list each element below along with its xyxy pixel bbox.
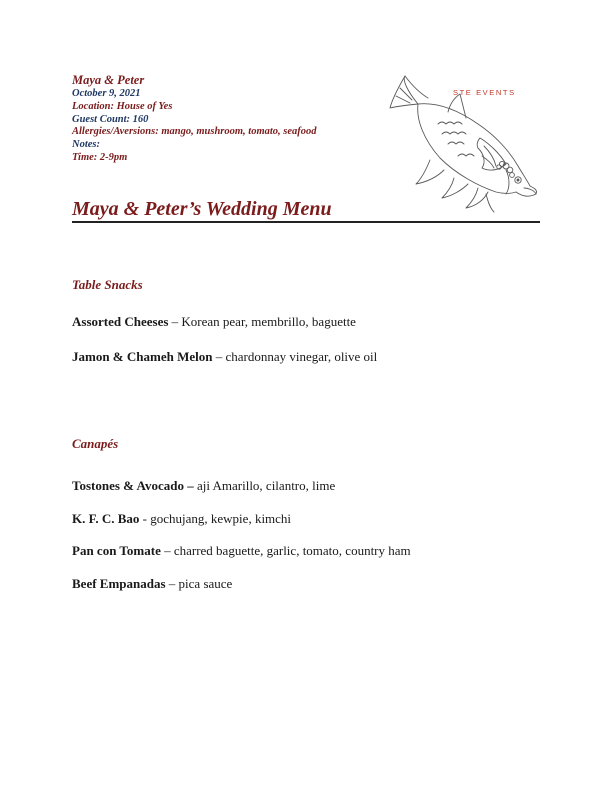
menu-item-desc: - gochujang, kewpie, kimchi	[139, 511, 292, 526]
section-title-canapes: Canapés	[72, 436, 119, 451]
event-time: Time: 2-9pm	[72, 151, 128, 163]
event-info	[72, 73, 317, 165]
menu-item-name: Tostones & Avocado –	[72, 478, 194, 493]
title-divider	[72, 221, 540, 223]
menu-item-name: Jamon & Chameh Melon	[72, 349, 213, 364]
allergies: Allergies/Aversions: mango, mushroom, tomato, seafood	[72, 126, 317, 138]
menu-item-desc: – pica sauce	[165, 576, 233, 591]
menu-item-name: Beef Empanadas	[72, 576, 166, 591]
event-date: October 9, 2021	[72, 88, 141, 99]
guest-count: Guest Count: 160	[72, 113, 149, 125]
menu-item	[72, 576, 232, 592]
menu-item-desc: – Korean pear, membrillo, baguette	[168, 314, 356, 329]
menu-item-desc: aji Amarillo, cilantro, lime	[193, 478, 336, 493]
menu-item-name: Pan con Tomate	[72, 543, 161, 558]
menu-item	[72, 314, 356, 330]
notes: Notes:	[72, 139, 100, 151]
menu-item-name: Assorted Cheeses	[72, 314, 169, 329]
menu-item	[72, 478, 335, 494]
event-location: Location: House of Yes	[72, 100, 173, 112]
menu-title: Maya & Peter’s Wedding Menu	[72, 198, 332, 220]
couple-names: Maya & Peter	[72, 73, 145, 87]
section-title-table-snacks: Table Snacks	[72, 277, 143, 292]
brand-logo-text: STE EVENTS	[453, 88, 516, 97]
menu-item	[72, 349, 377, 365]
menu-item-name: K. F. C. Bao	[72, 511, 140, 526]
menu-item-desc: – charred baguette, garlic, tomato, country ham	[160, 543, 411, 558]
menu-item	[72, 511, 291, 527]
menu-item	[72, 543, 411, 559]
menu-item-desc: – chardonnay vinegar, olive oil	[212, 349, 378, 364]
